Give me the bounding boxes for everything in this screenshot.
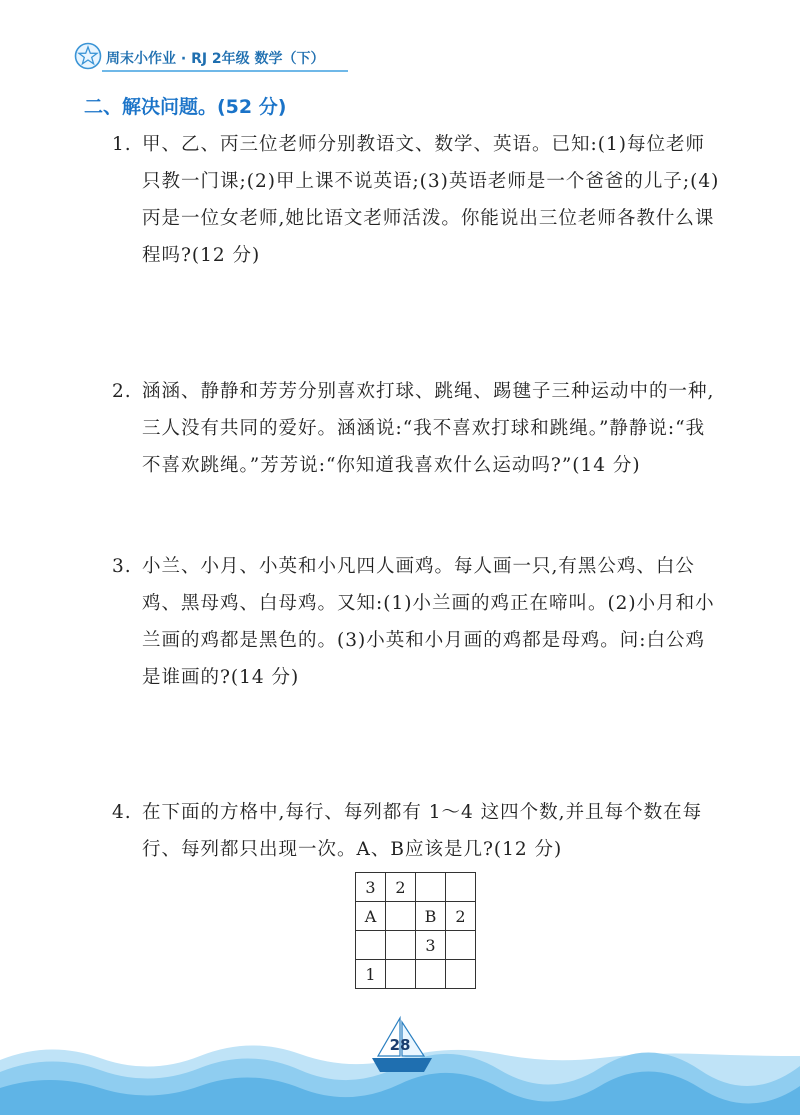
grid-cell: 3 bbox=[356, 873, 386, 902]
problem-text: 甲、乙、丙三位老师分别教语文、数学、英语。已知:(1)每位老师只教一门课;(2)甲上课不说英语;(3)英语老师是一个爸爸的儿子;(4)丙是一位女老师,她比语文老师活泼。你能说出三位老师各教什么课程吗?(12 分) bbox=[142, 134, 720, 266]
grid-cell bbox=[416, 873, 446, 902]
grid-cell bbox=[416, 960, 446, 989]
problem-text: 在下面的方格中,每行、每列都有 1～4 这四个数,并且每个数在每行、每列都只出现一次。A、B应该是几?(12 分) bbox=[142, 802, 703, 860]
grid-row bbox=[356, 902, 476, 931]
problem-number: 4. bbox=[112, 802, 132, 823]
grid-cell: A bbox=[356, 902, 386, 931]
wave-footer bbox=[0, 1000, 800, 1115]
grid-cell: B bbox=[416, 902, 446, 931]
problem-text: 涵涵、静静和芳芳分别喜欢打球、跳绳、踢毽子三种运动中的一种,三人没有共同的爱好。涵涵说:“我不喜欢打球和跳绳。”静静说:“我不喜欢跳绳。”芳芳说:“你知道我喜欢什么运动吗?”(14 分) bbox=[142, 381, 715, 476]
page-header bbox=[74, 40, 325, 76]
grid-cell bbox=[446, 873, 476, 902]
problem-2 bbox=[112, 373, 724, 484]
grid-row bbox=[356, 873, 476, 902]
problem-4 bbox=[112, 794, 724, 868]
section-title: 二、解决问题。(52 分) bbox=[84, 96, 287, 118]
grid-cell bbox=[386, 931, 416, 960]
grid-row bbox=[356, 960, 476, 989]
grid-cell: 2 bbox=[446, 902, 476, 931]
grid-cell bbox=[446, 960, 476, 989]
header-title: 周末小作业 · RJ 2年级 数学（下） bbox=[106, 51, 325, 67]
grid-cell: 1 bbox=[356, 960, 386, 989]
grid-cell: 2 bbox=[386, 873, 416, 902]
header-underline bbox=[102, 70, 348, 72]
star-logo-icon bbox=[74, 42, 102, 70]
grid-cell bbox=[386, 902, 416, 931]
problem-number: 3. bbox=[112, 556, 132, 577]
number-grid bbox=[355, 872, 476, 989]
problem-text: 小兰、小月、小英和小凡四人画鸡。每人画一只,有黑公鸡、白公鸡、黑母鸡、白母鸡。又知:(1)小兰画的鸡正在啼叫。(2)小月和小兰画的鸡都是黑色的。(3)小英和小月画的鸡都是母鸡。问:白公鸡是谁画的?(14 分) bbox=[142, 556, 715, 688]
grid-cell bbox=[356, 931, 386, 960]
grid-cell bbox=[446, 931, 476, 960]
grid-cell: 3 bbox=[416, 931, 446, 960]
grid-cell bbox=[386, 960, 416, 989]
problem-number: 1. bbox=[112, 134, 132, 155]
page-number: 28 bbox=[389, 1036, 411, 1054]
problem-1 bbox=[112, 126, 724, 274]
problem-number: 2. bbox=[112, 381, 132, 402]
problem-3 bbox=[112, 548, 724, 696]
grid-row bbox=[356, 931, 476, 960]
